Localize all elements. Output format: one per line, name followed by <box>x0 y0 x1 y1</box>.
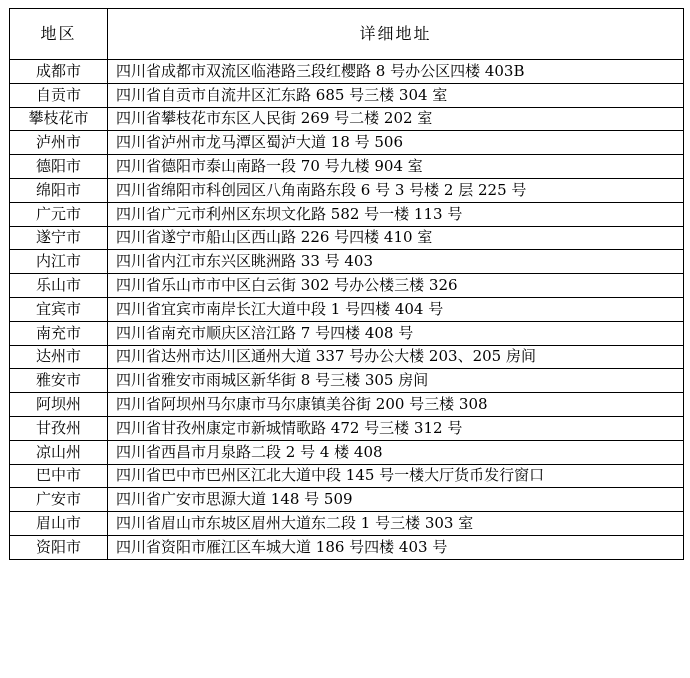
region-cell: 凉山州 <box>10 440 108 464</box>
table-row <box>10 535 684 559</box>
region-cell: 达州市 <box>10 345 108 369</box>
table-row <box>10 512 684 536</box>
table-row <box>10 464 684 488</box>
address-cell: 四川省绵阳市科创园区八角南路东段 6 号 3 号楼 2 层 225 号 <box>108 178 684 202</box>
address-cell: 四川省西昌市月泉路二段 2 号 4 楼 408 <box>108 440 684 464</box>
table-row <box>10 488 684 512</box>
table-row <box>10 83 684 107</box>
table-body <box>10 60 684 560</box>
address-cell: 四川省资阳市雁江区车城大道 186 号四楼 403 号 <box>108 535 684 559</box>
address-cell: 四川省成都市双流区临港路三段红樱路 8 号办公区四楼 403B <box>108 60 684 84</box>
address-cell: 四川省达州市达川区通州大道 337 号办公大楼 203、205 房间 <box>108 345 684 369</box>
table-row <box>10 274 684 298</box>
table-row <box>10 107 684 131</box>
region-cell: 广安市 <box>10 488 108 512</box>
table-row <box>10 369 684 393</box>
region-cell: 阿坝州 <box>10 393 108 417</box>
address-document <box>9 8 683 560</box>
region-column-header: 地区 <box>10 9 108 60</box>
address-cell: 四川省乐山市市中区白云街 302 号办公楼三楼 326 <box>108 274 684 298</box>
region-cell: 南充市 <box>10 321 108 345</box>
table-row <box>10 321 684 345</box>
address-cell: 四川省泸州市龙马潭区蜀泸大道 18 号 506 <box>108 131 684 155</box>
table-row <box>10 155 684 179</box>
region-cell: 内江市 <box>10 250 108 274</box>
table-row <box>10 416 684 440</box>
region-cell: 成都市 <box>10 60 108 84</box>
region-cell: 巴中市 <box>10 464 108 488</box>
address-column-header: 详细地址 <box>108 9 684 60</box>
address-table <box>9 8 684 560</box>
table-row <box>10 393 684 417</box>
region-cell: 资阳市 <box>10 535 108 559</box>
address-cell: 四川省宜宾市南岸长江大道中段 1 号四楼 404 号 <box>108 297 684 321</box>
region-cell: 泸州市 <box>10 131 108 155</box>
header-row <box>10 9 684 60</box>
region-cell: 绵阳市 <box>10 178 108 202</box>
table-row <box>10 345 684 369</box>
region-cell: 甘孜州 <box>10 416 108 440</box>
region-cell: 雅安市 <box>10 369 108 393</box>
table-row <box>10 178 684 202</box>
address-cell: 四川省自贡市自流井区汇东路 685 号三楼 304 室 <box>108 83 684 107</box>
region-cell: 宜宾市 <box>10 297 108 321</box>
address-cell: 四川省广安市思源大道 148 号 509 <box>108 488 684 512</box>
address-cell: 四川省攀枝花市东区人民街 269 号二楼 202 室 <box>108 107 684 131</box>
region-cell: 眉山市 <box>10 512 108 536</box>
table-row <box>10 202 684 226</box>
address-cell: 四川省遂宁市船山区西山路 226 号四楼 410 室 <box>108 226 684 250</box>
address-cell: 四川省内江市东兴区眺洲路 33 号 403 <box>108 250 684 274</box>
region-cell: 遂宁市 <box>10 226 108 250</box>
region-cell: 自贡市 <box>10 83 108 107</box>
table-row <box>10 131 684 155</box>
region-cell: 德阳市 <box>10 155 108 179</box>
region-cell: 乐山市 <box>10 274 108 298</box>
address-cell: 四川省眉山市东坡区眉州大道东二段 1 号三楼 303 室 <box>108 512 684 536</box>
address-cell: 四川省雅安市雨城区新华街 8 号三楼 305 房间 <box>108 369 684 393</box>
address-cell: 四川省德阳市泰山南路一段 70 号九楼 904 室 <box>108 155 684 179</box>
table-row <box>10 60 684 84</box>
table-row <box>10 440 684 464</box>
address-cell: 四川省广元市利州区东坝文化路 582 号一楼 113 号 <box>108 202 684 226</box>
region-cell: 攀枝花市 <box>10 107 108 131</box>
address-cell: 四川省巴中市巴州区江北大道中段 145 号一楼大厅货币发行窗口 <box>108 464 684 488</box>
address-cell: 四川省阿坝州马尔康市马尔康镇美谷街 200 号三楼 308 <box>108 393 684 417</box>
region-cell: 广元市 <box>10 202 108 226</box>
address-cell: 四川省南充市顺庆区涪江路 7 号四楼 408 号 <box>108 321 684 345</box>
table-row <box>10 250 684 274</box>
table-row <box>10 226 684 250</box>
address-cell: 四川省甘孜州康定市新城情歌路 472 号三楼 312 号 <box>108 416 684 440</box>
table-row <box>10 297 684 321</box>
